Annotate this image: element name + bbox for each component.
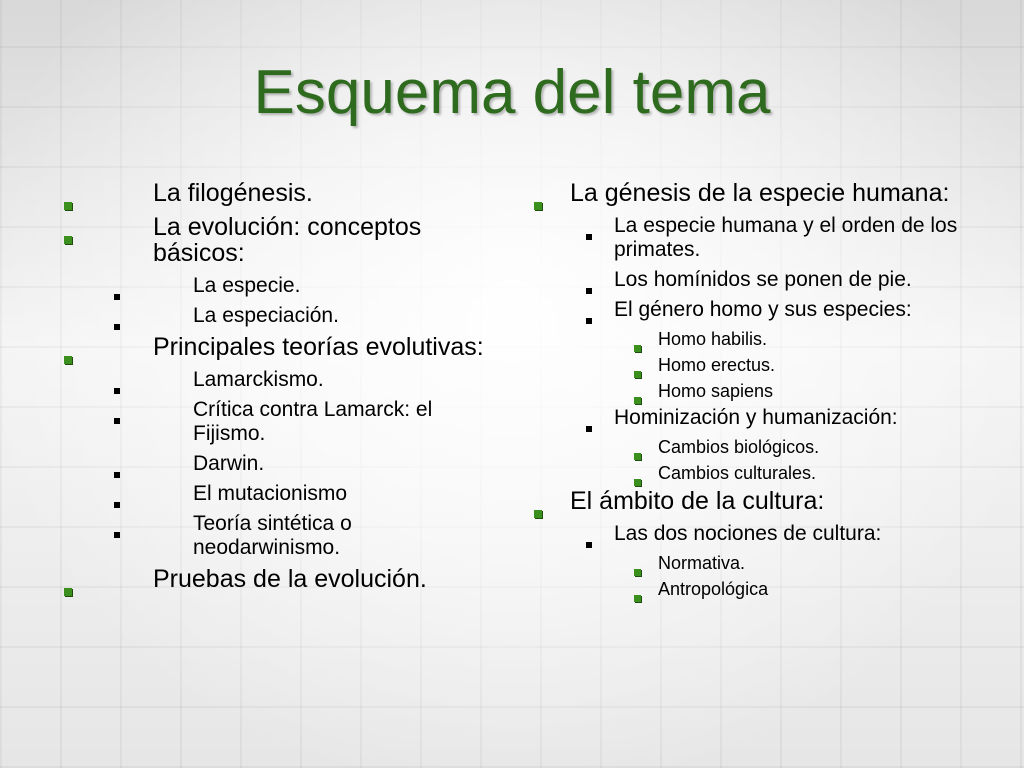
green-square-bullet-icon — [64, 575, 72, 601]
left-outline — [60, 180, 500, 600]
outline-subitem-text: La especie. — [193, 274, 301, 297]
black-square-bullet-icon — [114, 376, 120, 400]
outline-subitem-text: El mutacionismo — [193, 482, 348, 505]
outline-subitem-text: La especiación. — [193, 304, 339, 327]
black-square-bullet-icon — [586, 306, 592, 330]
outline-item-text: Pruebas de la evolución. — [153, 565, 427, 593]
outline-subsubitem — [530, 328, 970, 350]
outline-item — [60, 566, 500, 592]
outline-subsubitem-text: Homo habilis. — [658, 329, 768, 349]
green-square-bullet-icon — [534, 497, 542, 523]
green-square-bullet-icon — [64, 343, 72, 369]
outline-item-text: La génesis de la especie humana: — [570, 179, 950, 207]
outline-subsubitem-text: Antropológica — [658, 579, 769, 599]
outline-subitem — [60, 304, 500, 328]
slide-title: Esquema del tema — [253, 58, 771, 127]
outline-subitem — [60, 368, 500, 392]
outline-subsubitem — [530, 552, 970, 574]
outline-subitem — [60, 398, 500, 446]
outline-subsubitem — [530, 354, 970, 376]
outline-item-text: El ámbito de la cultura: — [570, 487, 825, 515]
black-square-bullet-icon — [114, 460, 120, 484]
outline-subitem-text: Darwin. — [193, 452, 265, 475]
outline-subitem-text: El género homo y sus especies: — [614, 298, 912, 321]
outline-subsubitem — [530, 462, 970, 484]
outline-subitem — [60, 512, 500, 560]
black-square-bullet-icon — [586, 530, 592, 554]
outline-subitem-text: Las dos nociones de cultura: — [614, 522, 882, 545]
outline-subsubitem — [530, 380, 970, 402]
outline-subsubitem — [530, 436, 970, 458]
black-square-bullet-icon — [114, 406, 120, 430]
outline-subitem-text: Los homínidos se ponen de pie. — [614, 268, 912, 291]
outline-subitem — [530, 268, 970, 292]
outline-item — [530, 488, 970, 514]
outline-item — [60, 334, 500, 360]
black-square-bullet-icon — [114, 312, 120, 336]
right-outline — [530, 180, 970, 604]
outline-subsubitem-text: Homo sapiens — [658, 381, 774, 401]
outline-subitem — [530, 406, 970, 430]
outline-subsubitem-text: Cambios culturales. — [658, 463, 817, 483]
green-square-bullet-icon — [634, 585, 641, 607]
black-square-bullet-icon — [586, 276, 592, 300]
outline-subitem — [60, 452, 500, 476]
outline-item — [530, 180, 970, 206]
black-square-bullet-icon — [586, 414, 592, 438]
outline-item — [60, 180, 500, 206]
black-square-bullet-icon — [114, 282, 120, 306]
outline-item-text: Principales teorías evolutivas: — [153, 333, 484, 361]
outline-item-text: La evolución: conceptos básicos: — [153, 213, 422, 267]
outline-subitem-text: Teoría sintética o neodarwinismo. — [193, 512, 352, 559]
outline-subsubitem-text: Normativa. — [658, 553, 746, 573]
outline-subitem — [530, 522, 970, 546]
outline-item-text: La filogénesis. — [153, 179, 313, 207]
green-square-bullet-icon — [64, 189, 72, 215]
green-square-bullet-icon — [64, 223, 72, 249]
outline-subitem-text: Crítica contra Lamarck: el Fijismo. — [193, 398, 433, 445]
outline-subitem — [60, 274, 500, 298]
outline-subsubitem — [530, 578, 970, 600]
outline-subitem — [530, 298, 970, 322]
black-square-bullet-icon — [114, 520, 120, 544]
outline-subitem-text: La especie humana y el orden de los primates. — [614, 214, 958, 261]
outline-item — [60, 214, 500, 266]
green-square-bullet-icon — [534, 189, 542, 215]
outline-subitem-text: Lamarckismo. — [193, 368, 324, 391]
outline-subitem — [60, 482, 500, 506]
black-square-bullet-icon — [114, 490, 120, 514]
outline-subitem-text: Hominización y humanización: — [614, 406, 898, 429]
outline-subsubitem-text: Homo erectus. — [658, 355, 776, 375]
black-square-bullet-icon — [586, 222, 592, 246]
outline-subitem — [530, 214, 970, 262]
outline-subsubitem-text: Cambios biológicos. — [658, 437, 820, 457]
